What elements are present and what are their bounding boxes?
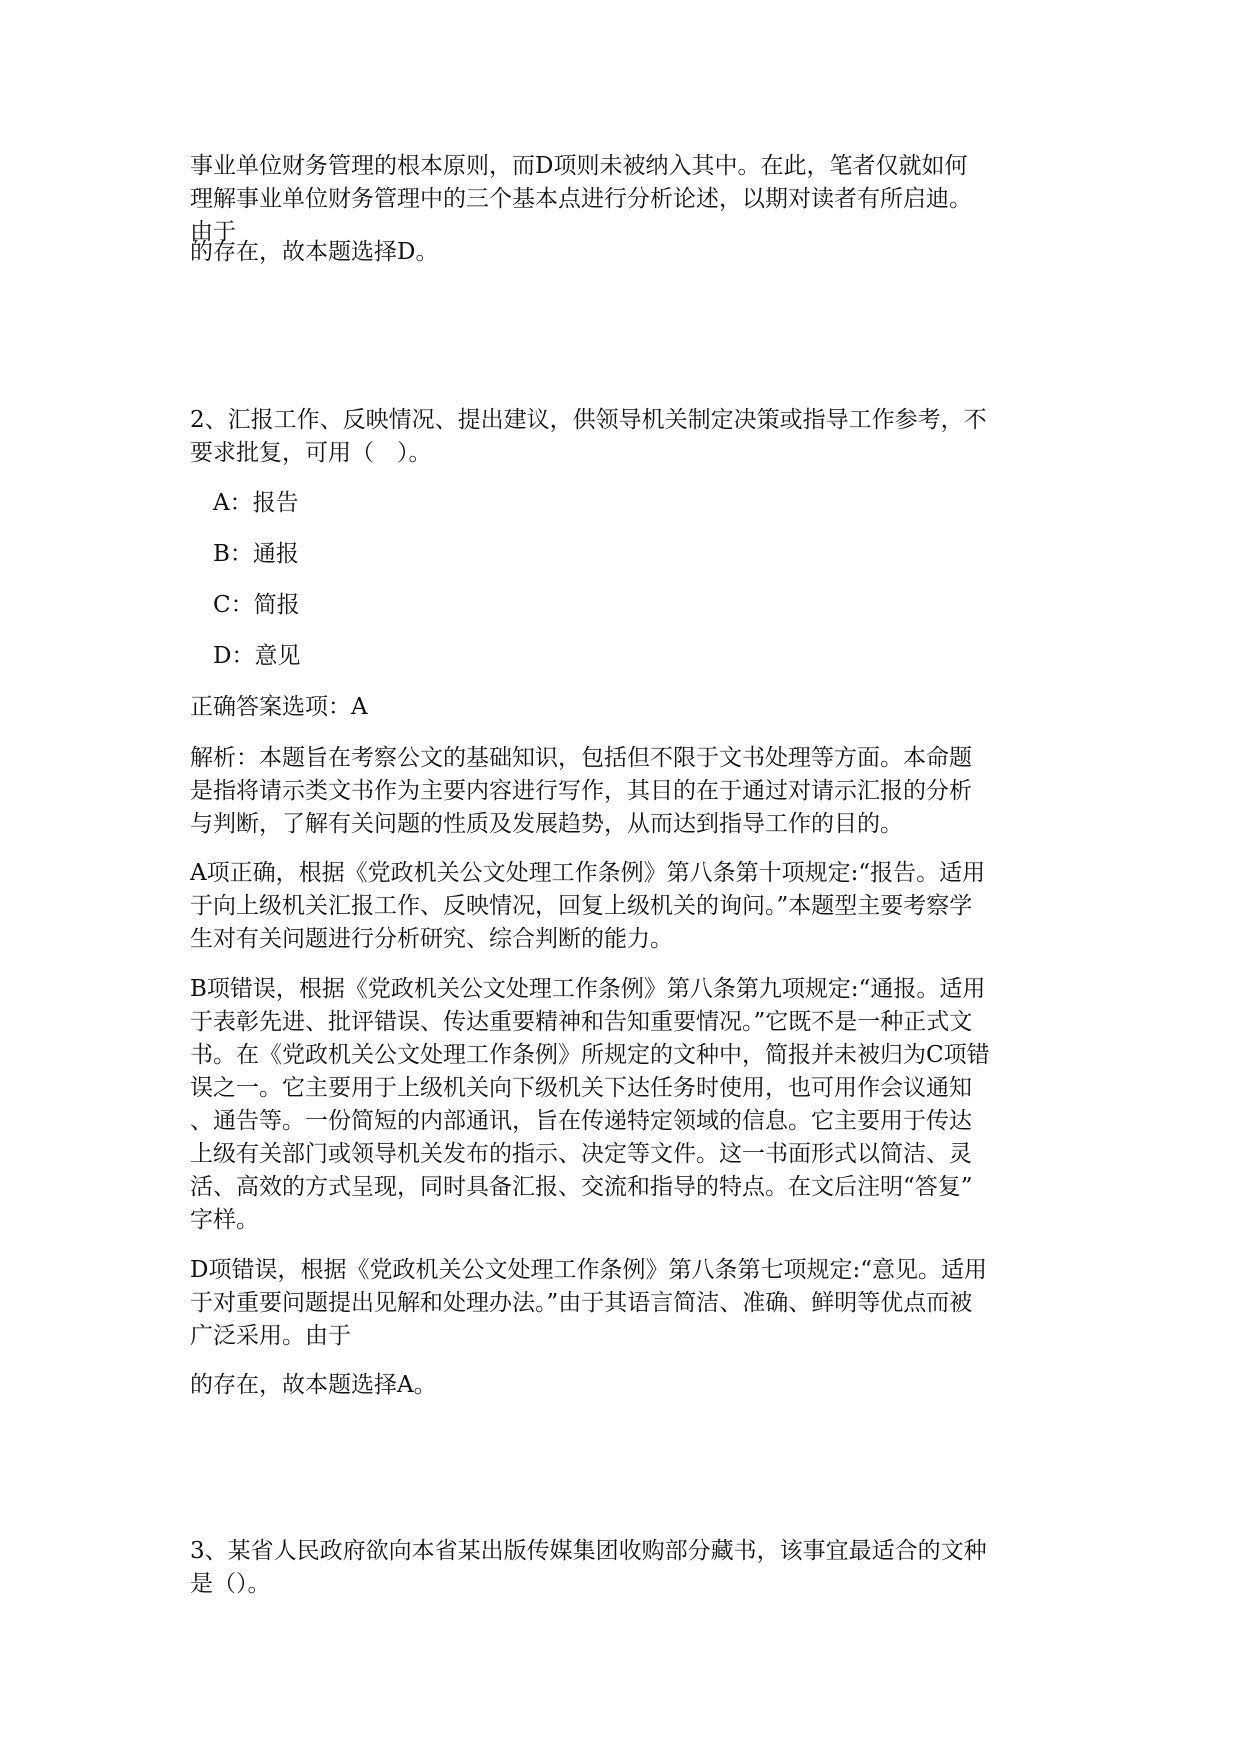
text-line: 字样。 (190, 1207, 259, 1233)
text-line: 的存在，故本题选择D。 (190, 239, 439, 265)
text-line: 由于 (190, 219, 236, 245)
q2-option-b: B：通报 (213, 541, 299, 567)
text-line: 是指将请示类文书作为主要内容进行写作，其目的在于通过对请示汇报的分析 (190, 778, 972, 804)
q1-conclusion (190, 236, 1060, 269)
text-line: 2、汇报工作、反映情况、提出建议，供领导机关制定决策或指导工作参考，不 (190, 407, 987, 433)
q2-conclusion (190, 1369, 1060, 1402)
text-line: 书。在《党政机关公文处理工作条例》所规定的文种中，简报并未被归为C项错 (190, 1042, 990, 1068)
text-line: A项正确，根据《党政机关公文处理工作条例》第八条第十项规定:“报告。适用 (190, 860, 986, 886)
q2-para-a (190, 857, 1060, 956)
text-line: 解析：本题旨在考察公文的基础知识，包括但不限于文书处理等方面。本命题 (190, 745, 972, 771)
text-line: 理解事业单位财务管理中的三个基本点进行分析论述，以期对读者有所启迪。 (190, 186, 972, 212)
text-line: 于表彰先进、批评错误、传达重要精神和告知重要情况。”它既不是一种正式文 (190, 1009, 973, 1035)
text-line: B项错误，根据《党政机关公文处理工作条例》第八条第九项规定:“通报。适用 (190, 976, 986, 1002)
text-line: 、通告等。一份简短的内部通讯，旨在传递特定领域的信息。它主要用于传达 (190, 1108, 972, 1134)
q2-answer (190, 691, 1060, 724)
q2-stem (190, 404, 1060, 470)
q1-tail-paragraph (190, 150, 1060, 249)
text-line: 生对有关问题进行分析研究、综合判断的能力。 (190, 926, 673, 952)
text-line: 广泛采用。由于 (190, 1323, 351, 1349)
text-line: 与判断，了解有关问题的性质及发展趋势，从而达到指导工作的目的。 (190, 811, 903, 837)
text-line: 上级有关部门或领导机关发布的指示、决定等文件。这一书面形式以简洁、灵 (190, 1141, 972, 1167)
q2-option-a: A：报告 (213, 490, 299, 516)
text-line: 是（）。 (190, 1571, 271, 1597)
q2-option-d: D：意见 (213, 643, 301, 669)
text-line: 于对重要问题提出见解和处理办法。”由于其语言简洁、准确、鲜明等优点而被 (190, 1290, 973, 1316)
text-line: 的存在，故本题选择A。 (190, 1372, 437, 1398)
q2-analysis (190, 742, 1060, 841)
text-line: D项错误，根据《党政机关公文处理工作条例》第八条第七项规定:“意见。适用 (190, 1257, 987, 1283)
text-line: 事业单位财务管理的根本原则，而D项则未被纳入其中。在此，笔者仅就如何 (190, 153, 968, 179)
text-line: 误之一。它主要用于上级机关向下级机关下达任务时使用，也可用作会议通知 (190, 1075, 972, 1101)
text-line: 活、高效的方式呈现，同时具备汇报、交流和指导的特点。在文后注明“答复” (190, 1174, 973, 1200)
text-line: 于向上级机关汇报工作、反映情况，回复上级机关的询问。”本题型主要考察学 (190, 893, 973, 919)
text-line: 3、某省人民政府欲向本省某出版传媒集团收购部分藏书，该事宜最适合的文种 (190, 1538, 987, 1564)
q2-para-d (190, 1254, 1060, 1353)
q2-option-c: C：简报 (213, 592, 300, 618)
text-line: 要求批复，可用（ ）。 (190, 440, 432, 466)
q3-stem (190, 1535, 1060, 1601)
text-line: 正确答案选项：A (190, 694, 368, 720)
q2-para-b (190, 973, 1060, 1237)
